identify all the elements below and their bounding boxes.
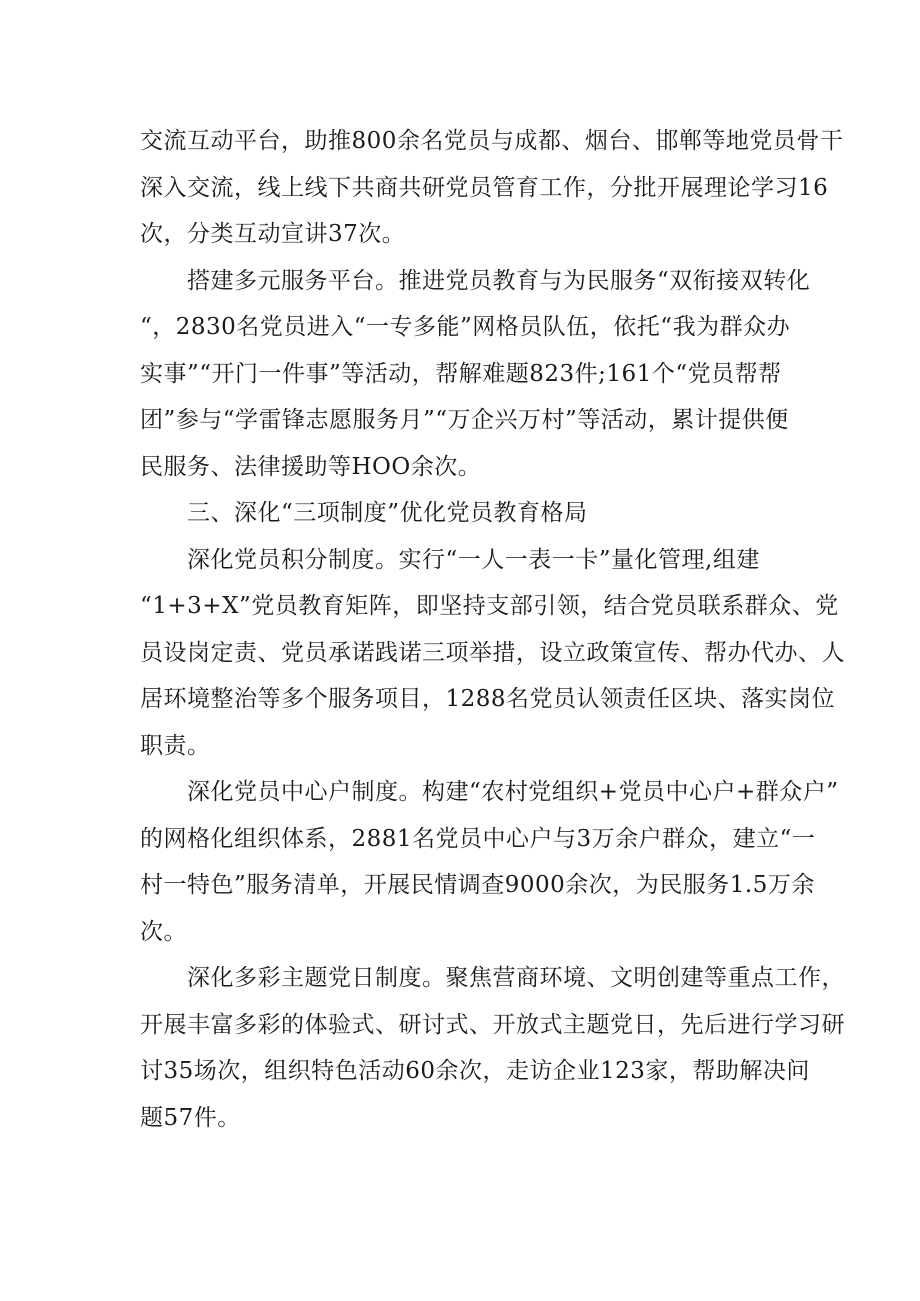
paragraph-first-line: 深化党员积分制度。实行“一人一表一卡”量化管理,组建 [187,546,760,573]
text-line: “1+3+X”党员教育矩阵，即坚持支部引领，结合党员联系群众、党 [140,593,839,619]
paragraph-first-line: 搭建多元服务平台。推进党员教育与为民服务“双衔接双转化 [187,267,811,294]
text-line: 的网格化组织体系，2881名党员中心户与3万余户群众，建立“一 [140,825,816,852]
text-line: 开展丰富多彩的体验式、研讨式、开放式主题党日，先后进行学习研 [140,1011,845,1038]
text-line: 职责。 [140,732,211,759]
text-line: 实事”“开门一件事”等活动，帮解难题823件;161个“党员帮帮 [140,360,782,387]
text-line: 讨35场次，组织特色活动60余次，走访企业123家，帮助解决问 [140,1058,810,1084]
text-line: 深入交流，线上线下共商共研党员管育工作，分批开展理论学习16 [140,174,829,201]
section-heading: 三、深化“三项制度”优化党员教育格局 [187,500,588,526]
text-line: 交流互动平台，助推800余名党员与成都、烟台、邯郸等地党员骨干 [140,128,844,154]
text-line: 民服务、法律援助等HOO余次。 [140,453,482,480]
text-line: 题57件。 [140,1104,241,1131]
paragraph-first-line: 深化党员中心户制度。构建“农村党组织+党员中心户+群众户” [187,779,839,805]
text-line: 员设岗定责、党员承诺践诺三项举措，设立政策宣传、帮办代办、人 [140,639,845,666]
text-line: 次。 [140,918,187,945]
text-line: 团”参与“学雷锋志愿服务月”“万企兴万村”等活动，累计提供便 [140,407,789,433]
text-line: 次，分类互动宣讲37次。 [140,221,406,247]
paragraph-first-line: 深化多彩主题党日制度。聚焦营商环境、文明创建等重点工作， [187,965,845,991]
text-line: “，2830名党员进入“一专多能”网格员队伍，依托“我为群众办 [140,314,791,340]
text-line: 居环境整治等多个服务项目，1288名党员认领责任区块、落实岗位 [140,686,836,712]
body-text [140,118,845,1141]
text-line: 村一特色”服务清单，开展民情调查9000余次，为民服务1.5万余 [140,872,815,898]
